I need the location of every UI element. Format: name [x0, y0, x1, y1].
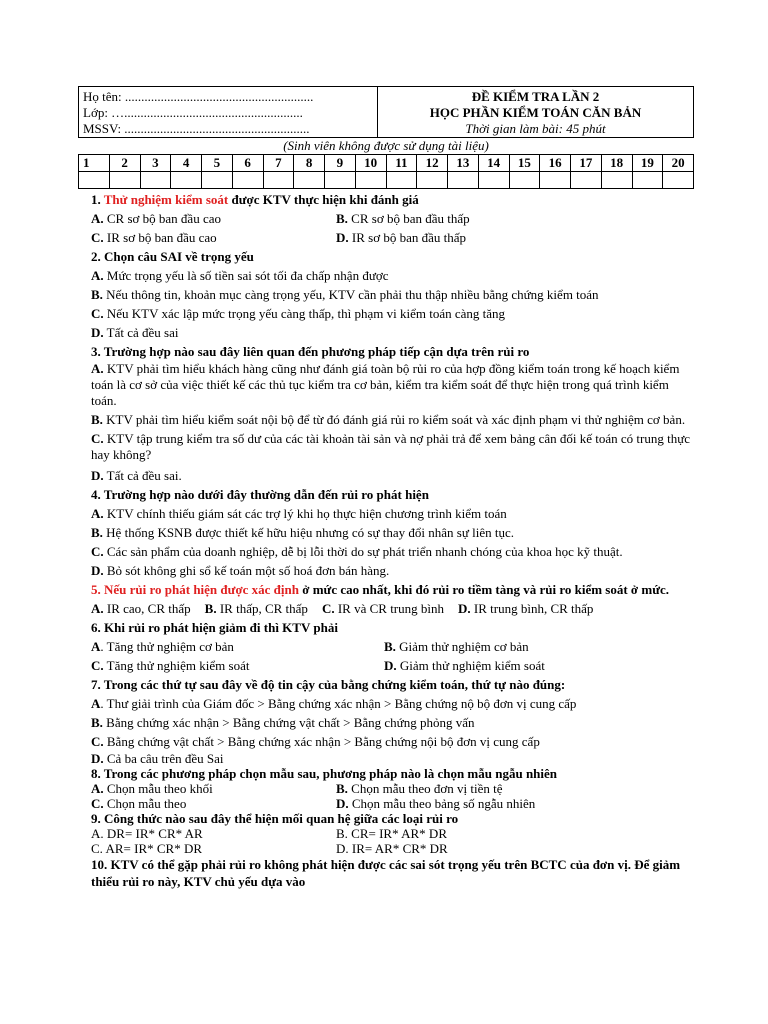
- answer-number: 12: [417, 155, 448, 172]
- question-2: 2. Chọn câu SAI về trọng yếu: [91, 249, 254, 264]
- question-1: 1. Thử nghiệm kiểm soát được KTV thực hiện khi đánh giá: [91, 192, 419, 207]
- exam-page: [78, 86, 694, 890]
- answer-number: 15: [509, 155, 540, 172]
- question-9: 9. Công thức nào sau đây thể hiện mối quan hệ giữa các loại rủi ro: [91, 811, 459, 826]
- question-3: 3. Trường hợp nào sau đây liên quan đến phương pháp tiếp cận dựa trên rủi ro: [91, 344, 530, 359]
- answer-number: 6: [232, 155, 263, 172]
- question-6-options: [91, 637, 694, 656]
- answer-number: 11: [386, 155, 417, 172]
- answer-cell[interactable]: [417, 172, 448, 189]
- option-c[interactable]: C. IR và CR trung bình: [321, 601, 444, 616]
- answer-number: 13: [448, 155, 479, 172]
- answer-number: 20: [663, 155, 694, 172]
- question-9-options: [91, 826, 694, 841]
- answer-cell[interactable]: [171, 172, 202, 189]
- answer-cell[interactable]: [140, 172, 171, 189]
- question-6-options-2: [91, 656, 694, 675]
- option-a[interactable]: A. Chọn mẫu theo khối: [91, 781, 213, 796]
- option-a[interactable]: A. DR= IR* CR* AR: [91, 826, 203, 841]
- question-1-options-2: [91, 228, 694, 247]
- answer-cell[interactable]: [632, 172, 663, 189]
- option-b[interactable]: B. Nếu thông tin, khoản mục càng trọng yếu, KTV cần phải thu thập nhiều bằng chứng kiểm toán: [91, 287, 599, 302]
- answer-number: 7: [263, 155, 294, 172]
- answer-cell[interactable]: [355, 172, 386, 189]
- option-b[interactable]: B. Bằng chứng xác nhận > Bằng chứng vật chất > Bằng chứng phỏng vấn: [91, 715, 475, 730]
- option-d[interactable]: D. Chọn mẫu theo bảng số ngẫu nhiên: [336, 796, 536, 811]
- option-c[interactable]: C. AR= IR* CR* DR: [91, 841, 203, 856]
- answer-cell[interactable]: [448, 172, 479, 189]
- answer-cell[interactable]: [232, 172, 263, 189]
- option-d[interactable]: D. Bỏ sót không ghi sổ kế toán một số hoá đơn bán hàng.: [91, 563, 390, 578]
- option-d[interactable]: D. Tất cả đều sai.: [91, 468, 182, 483]
- answer-cell[interactable]: [663, 172, 694, 189]
- option-a[interactable]: A. Tăng thử nghiệm cơ bản: [91, 639, 234, 654]
- answer-cell[interactable]: [294, 172, 325, 189]
- answer-number: 16: [540, 155, 571, 172]
- answer-cell[interactable]: [79, 172, 110, 189]
- option-d[interactable]: D. IR= AR* CR* DR: [336, 841, 448, 856]
- answer-cell[interactable]: [109, 172, 140, 189]
- question-7: 7. Trong các thứ tự sau đây về độ tin cậy của bằng chứng kiểm toán, thứ tự nào đúng:: [91, 677, 566, 692]
- option-b[interactable]: B. CR sơ bộ ban đầu thấp: [336, 211, 470, 226]
- option-b[interactable]: B. Giảm thử nghiệm cơ bản: [384, 639, 529, 654]
- option-c[interactable]: C. Các sản phẩm của doanh nghiệp, dễ bị lỗi thời do sự phát triển nhanh chóng của khoa học kỹ thuật.: [91, 544, 623, 559]
- answer-number: 2: [109, 155, 140, 172]
- answer-number: 3: [140, 155, 171, 172]
- answer-cell[interactable]: [601, 172, 632, 189]
- question-8-options-2: [91, 796, 694, 811]
- option-c[interactable]: C. Bằng chứng vật chất > Bằng chứng xác nhận > Bằng chứng nội bộ đơn vị cung cấp: [91, 734, 540, 749]
- option-c[interactable]: C. Chọn mẫu theo: [91, 796, 187, 811]
- option-b[interactable]: B. Chọn mẫu theo đơn vị tiền tệ: [336, 781, 503, 796]
- option-d[interactable]: D. IR trung bình, CR thấp: [458, 601, 594, 616]
- exam-note: (Sinh viên không được sử dụng tài liệu): [283, 138, 489, 153]
- option-b[interactable]: B. IR thấp, CR thấp: [204, 601, 308, 616]
- answer-number: 5: [202, 155, 233, 172]
- option-d[interactable]: D. Cả ba câu trên đều Sai: [91, 751, 224, 766]
- answer-cell[interactable]: [325, 172, 356, 189]
- answer-number: 19: [632, 155, 663, 172]
- exam-header: [78, 86, 694, 138]
- answer-number: 18: [601, 155, 632, 172]
- exam-title-block: [378, 87, 694, 138]
- answer-cell[interactable]: [263, 172, 294, 189]
- option-d[interactable]: D. Giảm thử nghiệm kiểm soát: [384, 658, 545, 673]
- question-8: 8. Trong các phương pháp chọn mẫu sau, phương pháp nào là chọn mẫu ngẫu nhiên: [91, 766, 558, 781]
- option-a[interactable]: A. KTV chính thiếu giám sát các trợ lý khi họ thực hiện chương trình kiểm toán: [91, 506, 507, 521]
- option-c[interactable]: C. IR sơ bộ ban đầu cao: [91, 230, 217, 245]
- option-b[interactable]: B. KTV phải tìm hiểu kiểm soát nội bộ để từ đó đánh giá rủi ro kiểm soát và xác định phạm vi thử nghiệm cơ bản.: [91, 412, 686, 427]
- option-a[interactable]: A. CR sơ bộ ban đầu cao: [91, 211, 221, 226]
- questions: [78, 189, 694, 890]
- option-c[interactable]: C. KTV tập trung kiểm tra số dư của các tài khoản tài sản và nợ phải trả để xem bảng cân đối kế toán có trung thực hay không?: [91, 431, 691, 462]
- exam-title: ĐỀ KIỂM TRA LẦN 2: [471, 89, 600, 104]
- answer-grid: [78, 154, 694, 189]
- option-a[interactable]: A. KTV phải tìm hiểu khách hàng cũng như đánh giá toàn bộ rủi ro của hợp đồng kiểm toán trong kế hoạch kiểm toán là cơ sở của việc thiết kế các thủ tục kiểm tra cơ bản, kiểm tra kiểm soát để thực hiện trong quá trình kiểm toán.: [91, 361, 680, 408]
- answer-number: 14: [478, 155, 509, 172]
- answer-grid-blanks: [79, 172, 694, 189]
- option-c[interactable]: C. Nếu KTV xác lập mức trọng yếu càng thấp, thì phạm vi kiểm toán càng tăng: [91, 306, 506, 321]
- question-10: 10. KTV có thể gặp phải rủi ro không phát hiện được các sai sót trọng yếu trên BCTC của đơn vị. Để giảm thiểu rủi ro này, KTV chủ yếu dựa vào: [91, 857, 681, 889]
- name-field[interactable]: Họ tên: ..........................................................: [83, 89, 314, 104]
- course-title: HỌC PHẦN KIỂM TOÁN CĂN BẢN: [429, 105, 642, 120]
- answer-number: 1: [79, 155, 110, 172]
- question-8-options: [91, 781, 694, 796]
- option-a[interactable]: A. Mức trọng yếu là số tiền sai sót tối đa chấp nhận được: [91, 268, 389, 283]
- question-1-options: [91, 209, 694, 228]
- answer-cell[interactable]: [509, 172, 540, 189]
- option-b[interactable]: B. CR= IR* AR* DR: [336, 826, 447, 841]
- student-info: [79, 87, 378, 138]
- option-b[interactable]: B. Hệ thống KSNB được thiết kế hữu hiệu nhưng có sự thay đổi nhân sự liên tục.: [91, 525, 515, 540]
- answer-number: 10: [355, 155, 386, 172]
- time-limit: Thời gian làm bài: 45 phút: [465, 121, 606, 136]
- option-c[interactable]: C. Tăng thử nghiệm kiểm soát: [91, 658, 250, 673]
- question-6: 6. Khi rủi ro phát hiện giảm đi thì KTV phải: [91, 620, 338, 635]
- option-d[interactable]: D. Tất cả đều sai: [91, 325, 179, 340]
- answer-cell[interactable]: [571, 172, 602, 189]
- option-d[interactable]: D. IR sơ bộ ban đầu thấp: [336, 230, 466, 245]
- question-4: 4. Trường hợp nào dưới đây thường dẫn đến rủi ro phát hiện: [91, 487, 429, 502]
- question-5-options: [91, 599, 694, 618]
- question-9-options-2: [91, 841, 694, 856]
- answer-cell[interactable]: [540, 172, 571, 189]
- answer-grid-numbers: [79, 155, 694, 172]
- answer-number: 8: [294, 155, 325, 172]
- option-a[interactable]: A. Thư giải trình của Giám đốc > Bằng chứng xác nhận > Bằng chứng nộ bộ đơn vị cung cấp: [91, 696, 577, 711]
- answer-number: 17: [571, 155, 602, 172]
- answer-cell[interactable]: [386, 172, 417, 189]
- option-a[interactable]: A. IR cao, CR thấp: [91, 601, 191, 616]
- answer-cell[interactable]: [478, 172, 509, 189]
- student-id-field[interactable]: MSSV: .........................................................: [83, 121, 310, 136]
- answer-number: 9: [325, 155, 356, 172]
- answer-cell[interactable]: [202, 172, 233, 189]
- class-field[interactable]: Lớp: ….......................................................: [83, 105, 303, 120]
- answer-number: 4: [171, 155, 202, 172]
- question-5: 5. Nếu rủi ro phát hiện được xác định ở mức cao nhất, khi đó rủi ro tiềm tàng và rủi ro kiểm soát ở mức.: [91, 582, 670, 597]
